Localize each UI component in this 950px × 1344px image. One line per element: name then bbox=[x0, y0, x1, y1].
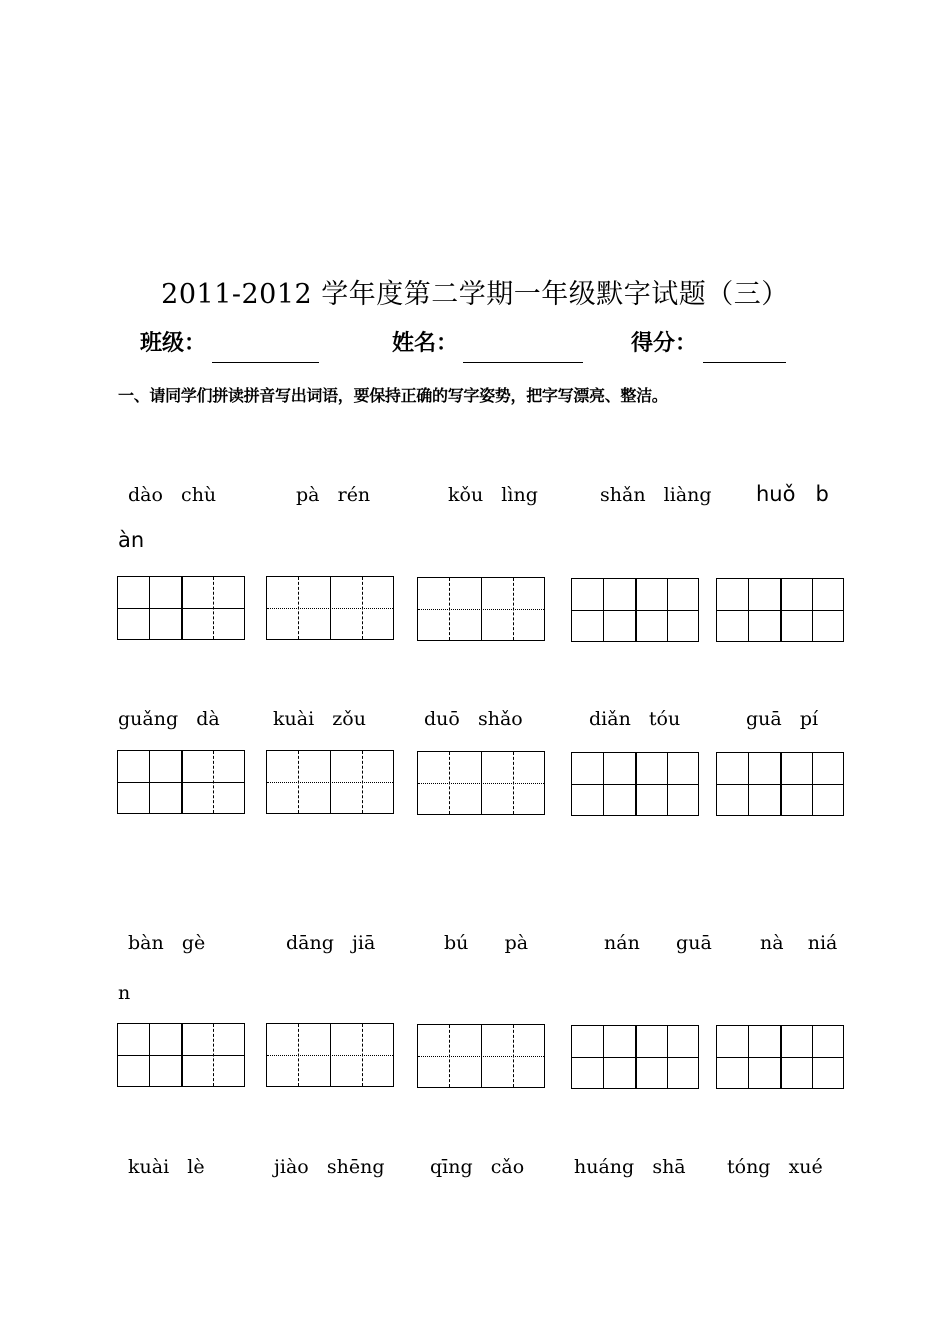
writing-grid[interactable] bbox=[716, 1025, 844, 1089]
writing-grid[interactable] bbox=[266, 1023, 394, 1087]
pinyin-word: kuài lè bbox=[128, 1156, 205, 1178]
writing-grid[interactable] bbox=[117, 1023, 245, 1087]
writing-grid[interactable] bbox=[417, 577, 545, 641]
pinyin-word: duō shǎo bbox=[424, 708, 523, 730]
writing-grid[interactable] bbox=[417, 751, 545, 815]
pinyin-word: bàn gè bbox=[128, 932, 206, 954]
writing-grid[interactable] bbox=[117, 750, 245, 814]
class-label: 班级： bbox=[140, 331, 207, 356]
pinyin-word: huǒ b bbox=[756, 482, 829, 506]
pinyin-word: bú pà bbox=[444, 932, 529, 954]
pinyin-word: pà rén bbox=[296, 484, 371, 506]
writing-grid[interactable] bbox=[571, 1025, 699, 1089]
writing-grid[interactable] bbox=[266, 576, 394, 640]
pinyin-word: huáng shā bbox=[574, 1156, 686, 1178]
score-field[interactable] bbox=[703, 362, 786, 363]
writing-grid[interactable] bbox=[417, 1024, 545, 1088]
name-field[interactable] bbox=[463, 362, 583, 363]
instruction-text: 一、请同学们拼读拼音写出词语，要保持正确的写字姿势，把字写漂亮、整洁。 bbox=[118, 386, 668, 405]
pinyin-wrap: àn bbox=[118, 528, 145, 552]
pinyin-word: dào chù bbox=[128, 484, 217, 506]
pinyin-word: guǎng dà bbox=[118, 708, 220, 730]
writing-grid[interactable] bbox=[266, 750, 394, 814]
pinyin-word: nà niá bbox=[760, 932, 838, 954]
writing-grid[interactable] bbox=[117, 576, 245, 640]
name-label: 姓名： bbox=[392, 331, 459, 356]
pinyin-word: kuài zǒu bbox=[273, 708, 366, 730]
pinyin-word: kǒu lìng bbox=[448, 484, 538, 506]
pinyin-word: shǎn liàng bbox=[600, 484, 712, 506]
writing-grid[interactable] bbox=[716, 752, 844, 816]
score-label: 得分： bbox=[631, 331, 698, 356]
class-field[interactable] bbox=[212, 362, 319, 363]
pinyin-word: jiào shēng bbox=[274, 1156, 385, 1178]
pinyin-word: qīng cǎo bbox=[430, 1156, 525, 1178]
pinyin-word: tóng xué bbox=[727, 1156, 823, 1178]
page-title: 2011-2012 学年度第二学期一年级默字试题（三） bbox=[161, 279, 789, 310]
pinyin-word: diǎn tóu bbox=[589, 708, 681, 730]
pinyin-word: guā pí bbox=[746, 708, 819, 730]
pinyin-word: dāng jiā bbox=[286, 932, 376, 954]
writing-grid[interactable] bbox=[716, 578, 844, 642]
pinyin-word: nán guā bbox=[604, 932, 712, 954]
writing-grid[interactable] bbox=[571, 578, 699, 642]
pinyin-wrap: n bbox=[118, 982, 131, 1004]
writing-grid[interactable] bbox=[571, 752, 699, 816]
